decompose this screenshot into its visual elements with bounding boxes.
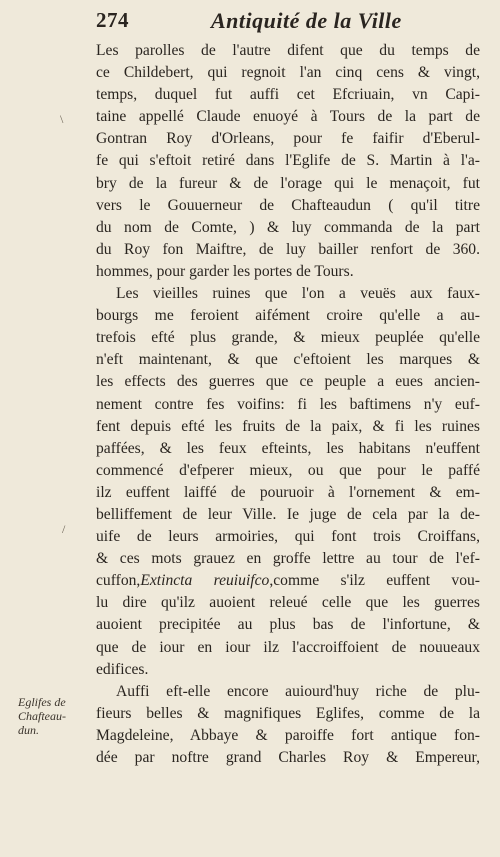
margin-note-line: Chafteau- bbox=[18, 709, 66, 723]
text-line: uife de leurs armoiries, qui font trois Croiffans, bbox=[96, 528, 480, 546]
margin-tick: / bbox=[62, 522, 66, 536]
text-line: Gontran Roy d'Orleans, pour fe faifir d'Eberul- bbox=[96, 130, 480, 148]
text-line: lu dire qu'ilz auoient releué celle que les guerres bbox=[96, 594, 480, 612]
margin-note bbox=[18, 695, 90, 737]
page-header bbox=[96, 8, 476, 38]
text-line: que de iour en iour ilz l'accroiffoient de nouueaux bbox=[96, 638, 480, 656]
text-line: commencé d'efperer mieux, ou que pour le paffé bbox=[96, 461, 480, 479]
running-title: Antiquité de la Ville bbox=[211, 8, 402, 33]
text-line: paffées, & les feux efteints, les habitans n'euffent bbox=[96, 439, 480, 457]
text-line: Auffi eft-elle encore auiourd'huy riche de plu- bbox=[116, 682, 480, 700]
text-line: hommes, pour garder les portes de Tours. bbox=[96, 262, 354, 280]
text-line: edifices. bbox=[96, 660, 149, 678]
text-line: bourgs me feroient aifément croire qu'elle a au- bbox=[96, 307, 480, 325]
text-line: du nom de Comte, ) & luy commanda de la part bbox=[96, 218, 480, 236]
page-number: 274 bbox=[96, 8, 129, 32]
text-line: taine appellé Claude enuoyé à Tours de la part de bbox=[96, 108, 480, 126]
text-line: du Roy fon Maiftre, de luy bailler renfort de 360. bbox=[96, 240, 480, 258]
margin-note-line: dun. bbox=[18, 723, 39, 737]
motto-text: Extincta reuiuifco bbox=[140, 572, 270, 590]
motto-prefix: cuffon, bbox=[96, 572, 141, 590]
margin-tick: \ bbox=[60, 112, 64, 126]
text-line: fent depuis efté les fruits de la paix, & fi les ruines bbox=[96, 417, 480, 435]
text-line: temps, duquel fut auffi cet Efcriuain, vn Capi- bbox=[96, 86, 480, 104]
text-line: belliffement de leur Ville. Ie juge de cela par la de- bbox=[96, 505, 480, 523]
text-line: Les vieilles ruines que l'on a veuës aux faux- bbox=[116, 285, 480, 303]
text-line: dée par noftre grand Charles Roy & Empereur, bbox=[96, 749, 480, 766]
margin-note-line: Eglifes de bbox=[18, 695, 66, 709]
text-line: les effects des guerres que ce peuple a eues ancien- bbox=[96, 373, 480, 391]
text-line: fe qui s'eftoit retiré dans l'Eglife de S. Martin à l'a- bbox=[96, 152, 480, 170]
motto-suffix: ,comme s'ilz euffent vou- bbox=[269, 572, 480, 590]
text-line: n'eft maintenant, & que c'eftoient les marques & bbox=[96, 351, 480, 369]
text-line: ce Childebert, qui regnoit l'an cinq cens & vingt, bbox=[96, 64, 480, 82]
text-line: & ces mots grauez en groffe lettre au tour de l'ef- bbox=[96, 550, 480, 568]
text-line: Les parolles de l'autre difent que du temps de bbox=[96, 42, 480, 59]
motto-line bbox=[96, 570, 480, 592]
text-line: fieurs belles & magnifiques Eglifes, comme de la bbox=[96, 704, 480, 722]
text-line: bry de la fureur & de l'orage qui le menaçoit, fut bbox=[96, 174, 480, 192]
text-line: trefois efté plus grande, & mieux peuplée qu'elle bbox=[96, 329, 480, 347]
text-line: ilz euffent laiffé de pouruoir à l'ornement & em- bbox=[96, 483, 480, 501]
text-line: nement contre fes voifins: fi les baftimens n'y euf- bbox=[96, 395, 480, 413]
text-line: Magdeleine, Abbaye & paroiffe fort antique fon- bbox=[96, 726, 480, 744]
text-line: vers le Gouuerneur de Chafteaudun ( qu'il titre bbox=[96, 196, 480, 214]
text-line: auoient precipitée au plus bas de l'infortune, & bbox=[96, 616, 480, 634]
body-text bbox=[96, 40, 480, 769]
